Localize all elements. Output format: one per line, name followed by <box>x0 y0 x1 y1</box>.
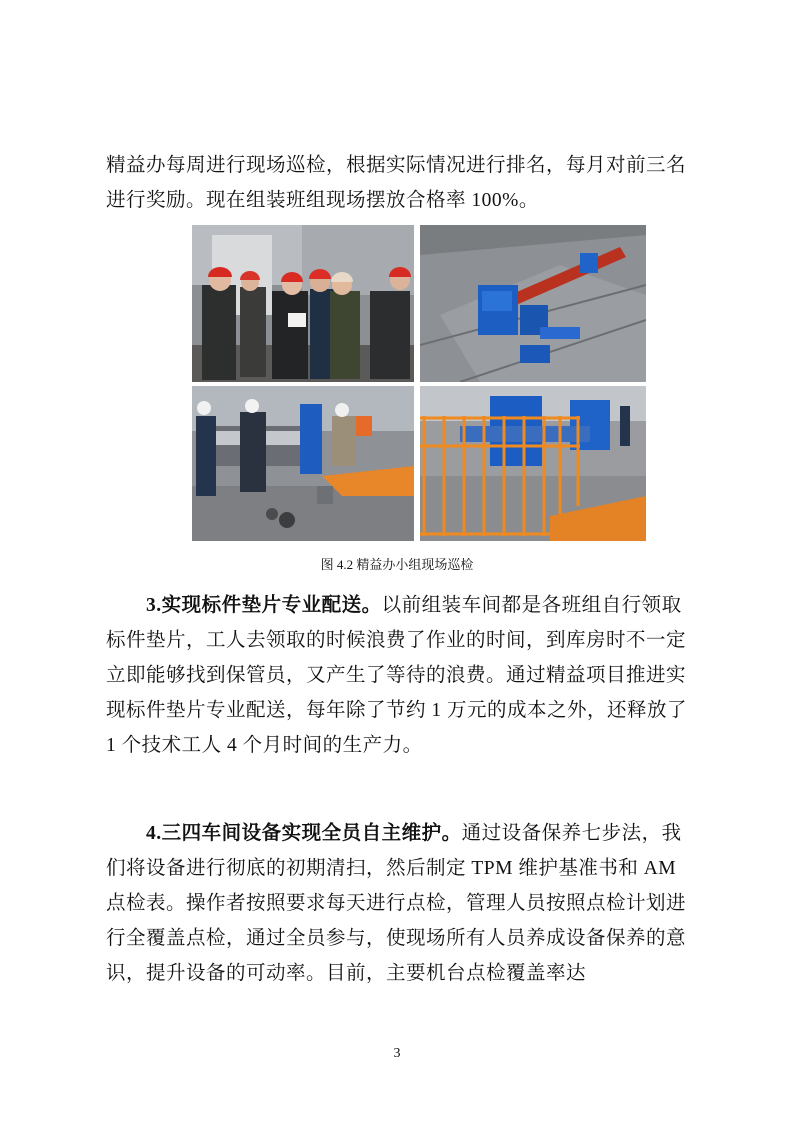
paragraph-equipment-maintenance <box>106 816 694 991</box>
figure-photo-grid <box>192 225 646 541</box>
paragraph-heading: 3.实现标件垫片专业配送。 <box>146 595 382 616</box>
photo-rolling-machine <box>420 225 646 382</box>
figure-caption: 图 4.2 精益办小组现场巡检 <box>320 557 474 572</box>
page-number: 3 <box>393 1046 401 1061</box>
photo-guard-railing <box>420 386 646 541</box>
photo-machine-maintenance <box>192 386 414 541</box>
paragraph-body: 以前组装车间都是各班组自行领取标件垫片，工人去领取的时候浪费了作业的时间，到库房时不一定立即能够找到保管员，又产生了等待的浪费。通过精益项目推进实现标件垫片专业配送，每年除了节约 1 万元的成本之外，还释放了 1 个技术工人 4 个月时间的生产力。 <box>106 595 688 756</box>
paragraph-inspection: 精益办每周进行现场巡检，根据实际情况进行排名，每月对前三名进行奖励。现在组装班组现场摆放合格率 100%。 <box>106 155 687 211</box>
paragraph-body: 通过设备保养七步法，我们将设备进行彻底的初期清扫，然后制定 TPM 维护基准书和 AM 点检表。操作者按照要求每天进行点检，管理人员按照点检计划进行全覆盖点检，通过全员参与，使现场所有人员养成设备保养的意识，提升设备的可动率。目前，主要机台点检覆盖率达 <box>106 823 687 984</box>
photo-inspection-team <box>192 225 414 382</box>
paragraph-heading: 4.三四车间设备实现全员自主维护。 <box>146 823 462 844</box>
paragraph-standard-parts-delivery <box>106 588 694 763</box>
